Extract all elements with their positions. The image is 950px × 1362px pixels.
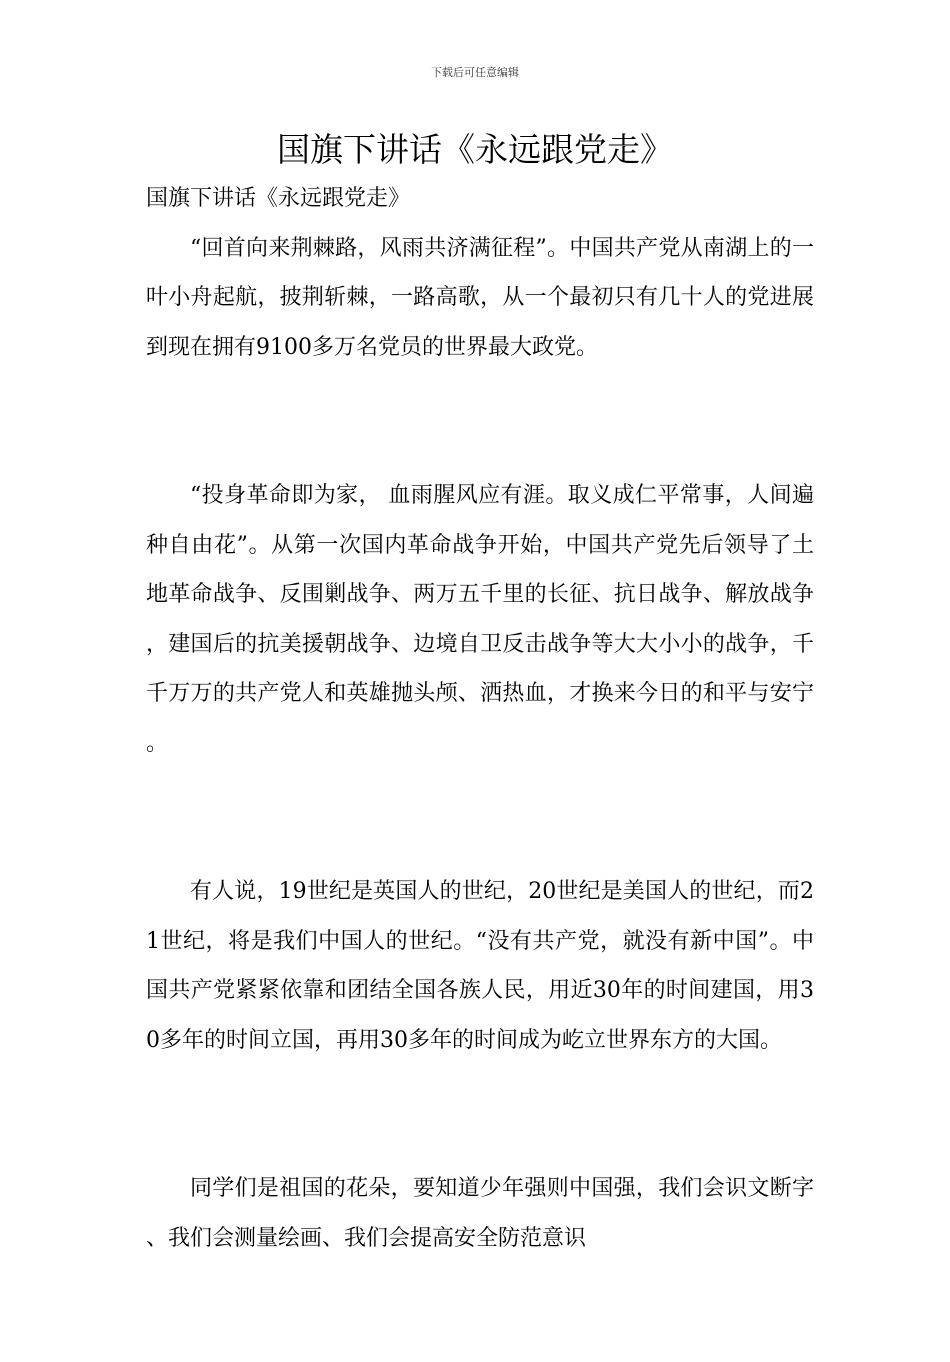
- header-note: 下载后可任意编辑: [431, 66, 519, 79]
- paragraph-1: “回首向来荆棘路，风雨共济满征程”。中国共产党从南湖上的一叶小舟起航，披荆斩棘，一路高歌，从一个最初只有几十人的党进展到现在拥有9100多万名党员的世界最大政党。: [146, 235, 814, 360]
- paragraph-4: 同学们是祖国的花朵，要知道少年强则中国强，我们会识文断字、我们会测量绘画、我们会提高安全防范意识: [146, 1176, 814, 1251]
- paragraph-2: “投身革命即为家， 血雨腥风应有涯。取义成仁平常事，人间遍种自由花”。从第一次国内革命战争开始，中国共产党先后领导了土地革命战争、反围剿战争、两万五千里的长征、抗日战争、解放战争，建国后的抗美援朝战争、边境自卫反击战争等大大小小的战争，千千万万的共产党人和英雄抛头颅、洒热血，才换来今日的和平与安宁。: [146, 483, 814, 756]
- paragraph-3: 有人说，19世纪是英国人的世纪，20世纪是美国人的世纪，而21世纪，将是我们中国人的世纪。“没有共产党，就没有新中国”。中国共产党紧紧依靠和团结全国各族人民，用近30年的时间建国，用30多年的时间立国，再用30多年的时间成为屹立世界东方的大国。: [146, 879, 814, 1053]
- document-body: [146, 174, 814, 1362]
- document-subtitle: 国旗下讲话《永远跟党走》: [146, 186, 411, 211]
- document-title: 国旗下讲话《永远跟党走》: [277, 130, 673, 169]
